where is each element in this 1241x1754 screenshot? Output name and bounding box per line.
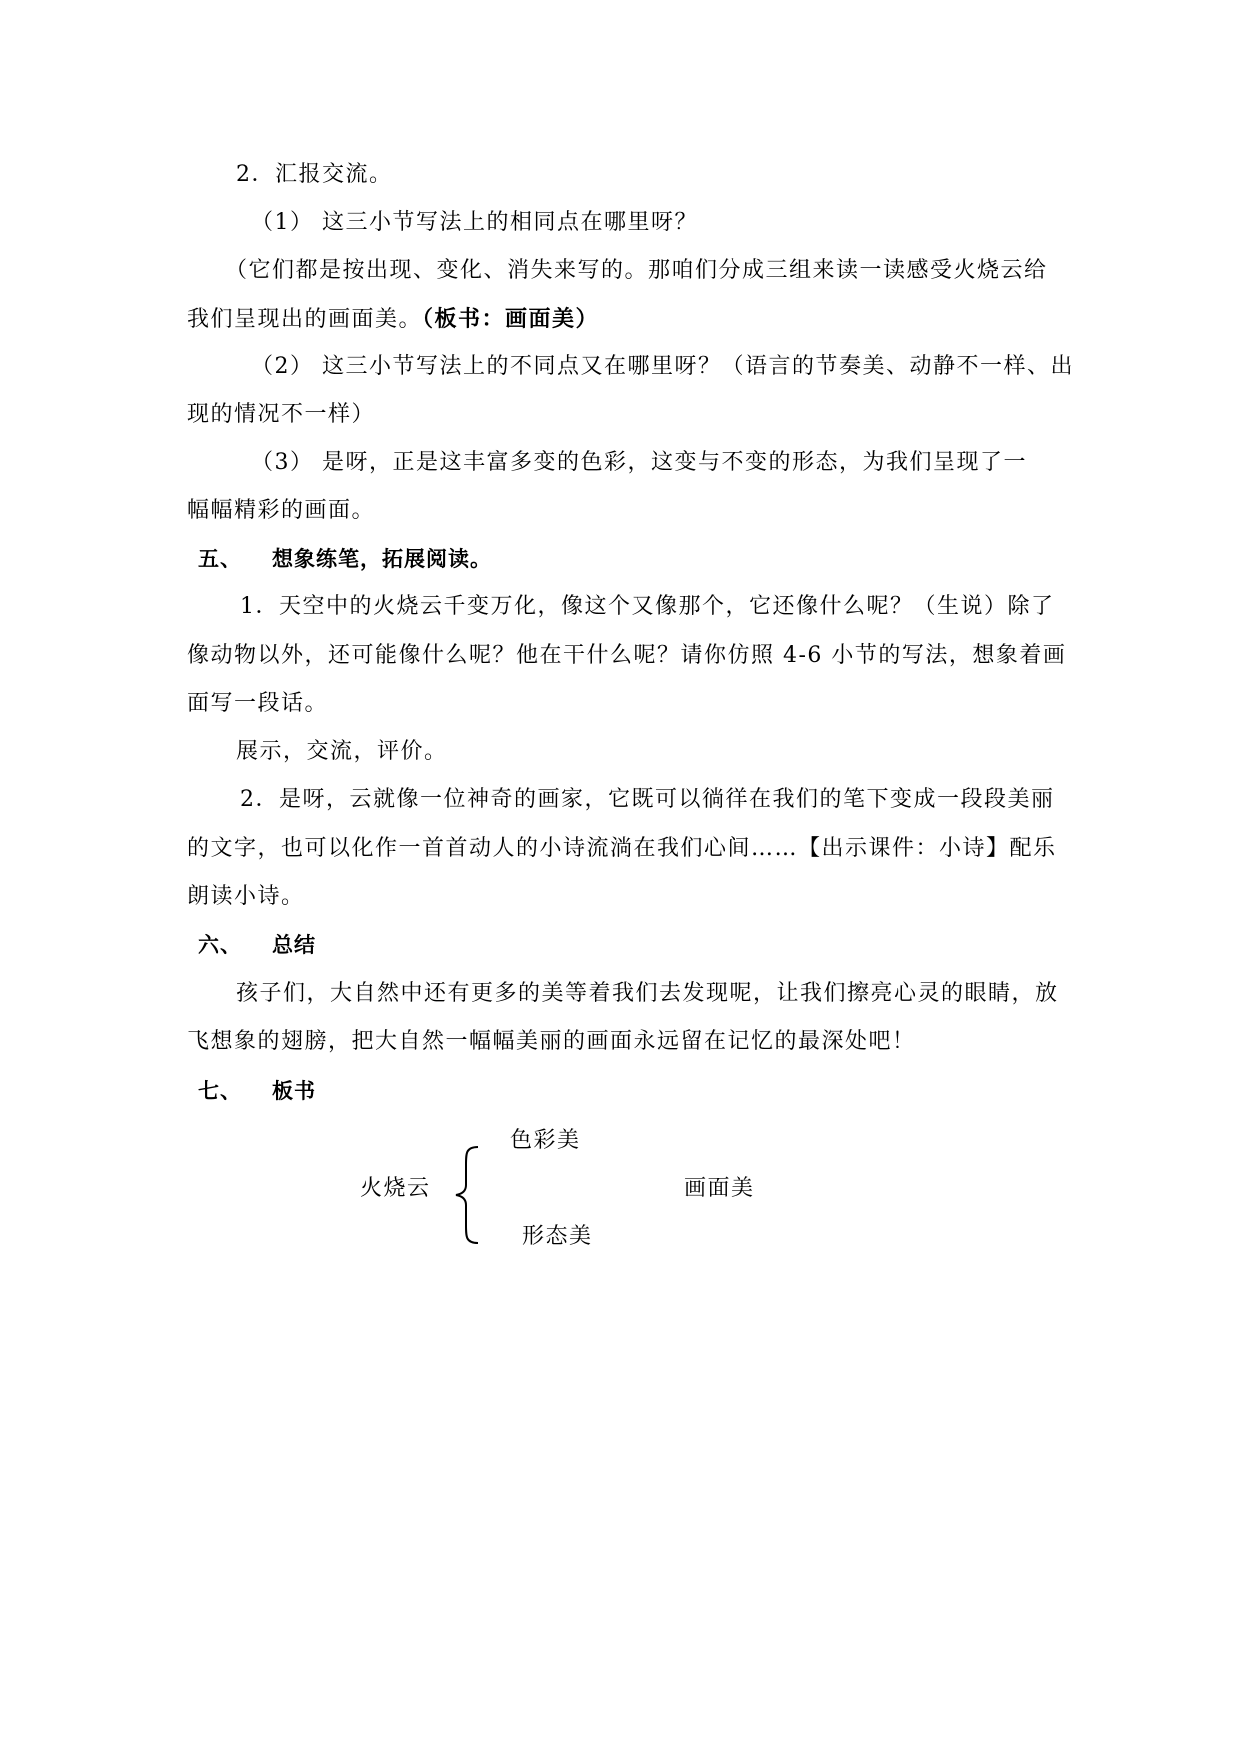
item-1-line-2: 像动物以外，还可能像什么呢？他在干什么呢？请你仿照 4-6 小节的写法，想象着画	[187, 643, 1067, 668]
summary-line-1: 孩子们，大自然中还有更多的美等着我们去发现呢，让我们擦亮心灵的眼睛，放	[236, 981, 1059, 1006]
section-number-5: 五、	[198, 547, 242, 571]
board-top-label: 色彩美	[510, 1128, 581, 1153]
board-right-label: 画面美	[684, 1176, 755, 1201]
section-number-7: 七、	[198, 1079, 242, 1103]
board-note: （板书：画面美）	[422, 306, 600, 332]
question-1: （1） 这三小节写法上的相同点在哪里呀？	[251, 210, 698, 235]
answer-1-line-1: （它们都是按出现、变化、消失来写的。那咱们分成三组来读一读感受火烧云给	[225, 258, 1048, 283]
curly-brace-icon	[452, 1145, 482, 1245]
item-2-line-1: 2．是呀，云就像一位神奇的画家，它既可以徜徉在我们的笔下变成一段段美丽	[240, 787, 1055, 812]
section-heading-7	[198, 1076, 316, 1106]
point-3-line-2: 幅幅精彩的画面。	[187, 498, 376, 523]
section-title-6: 总结	[272, 933, 316, 957]
answer-1-line-2	[187, 304, 599, 335]
answer-1-text: 我们呈现出的画面美。	[187, 307, 423, 332]
board-left-label: 火烧云	[360, 1176, 431, 1201]
section-title-7: 板书	[272, 1079, 316, 1103]
question-2-line-1: （2） 这三小节写法上的不同点又在哪里呀？（语言的节奏美、动静不一样、出	[251, 354, 1074, 379]
item-2-line-2: 的文字，也可以化作一首首动人的小诗流淌在我们心间……【出示课件：小诗】配乐	[187, 836, 1057, 861]
section-number-6: 六、	[198, 933, 242, 957]
summary-line-2: 飞想象的翅膀，把大自然一幅幅美丽的画面永远留在记忆的最深处吧！	[187, 1029, 916, 1054]
section-heading-5	[198, 544, 492, 574]
item-report: 2．汇报交流。	[236, 162, 393, 187]
board-bottom-label: 形态美	[522, 1224, 593, 1249]
item-2-line-3: 朗读小诗。	[187, 884, 305, 909]
section-title-5: 想象练笔，拓展阅读。	[272, 547, 492, 571]
question-2-line-2: 现的情况不一样）	[187, 402, 376, 427]
item-1-line-1: 1．天空中的火烧云千变万化，像这个又像那个，它还像什么呢？（生说）除了	[240, 594, 1055, 619]
point-3-line-1: （3） 是呀，正是这丰富多变的色彩，这变与不变的形态，为我们呈现了一	[251, 450, 1027, 475]
section-heading-6	[198, 930, 316, 960]
item-1-line-3: 面写一段话。	[187, 691, 329, 716]
item-display: 展示，交流，评价。	[236, 739, 448, 764]
